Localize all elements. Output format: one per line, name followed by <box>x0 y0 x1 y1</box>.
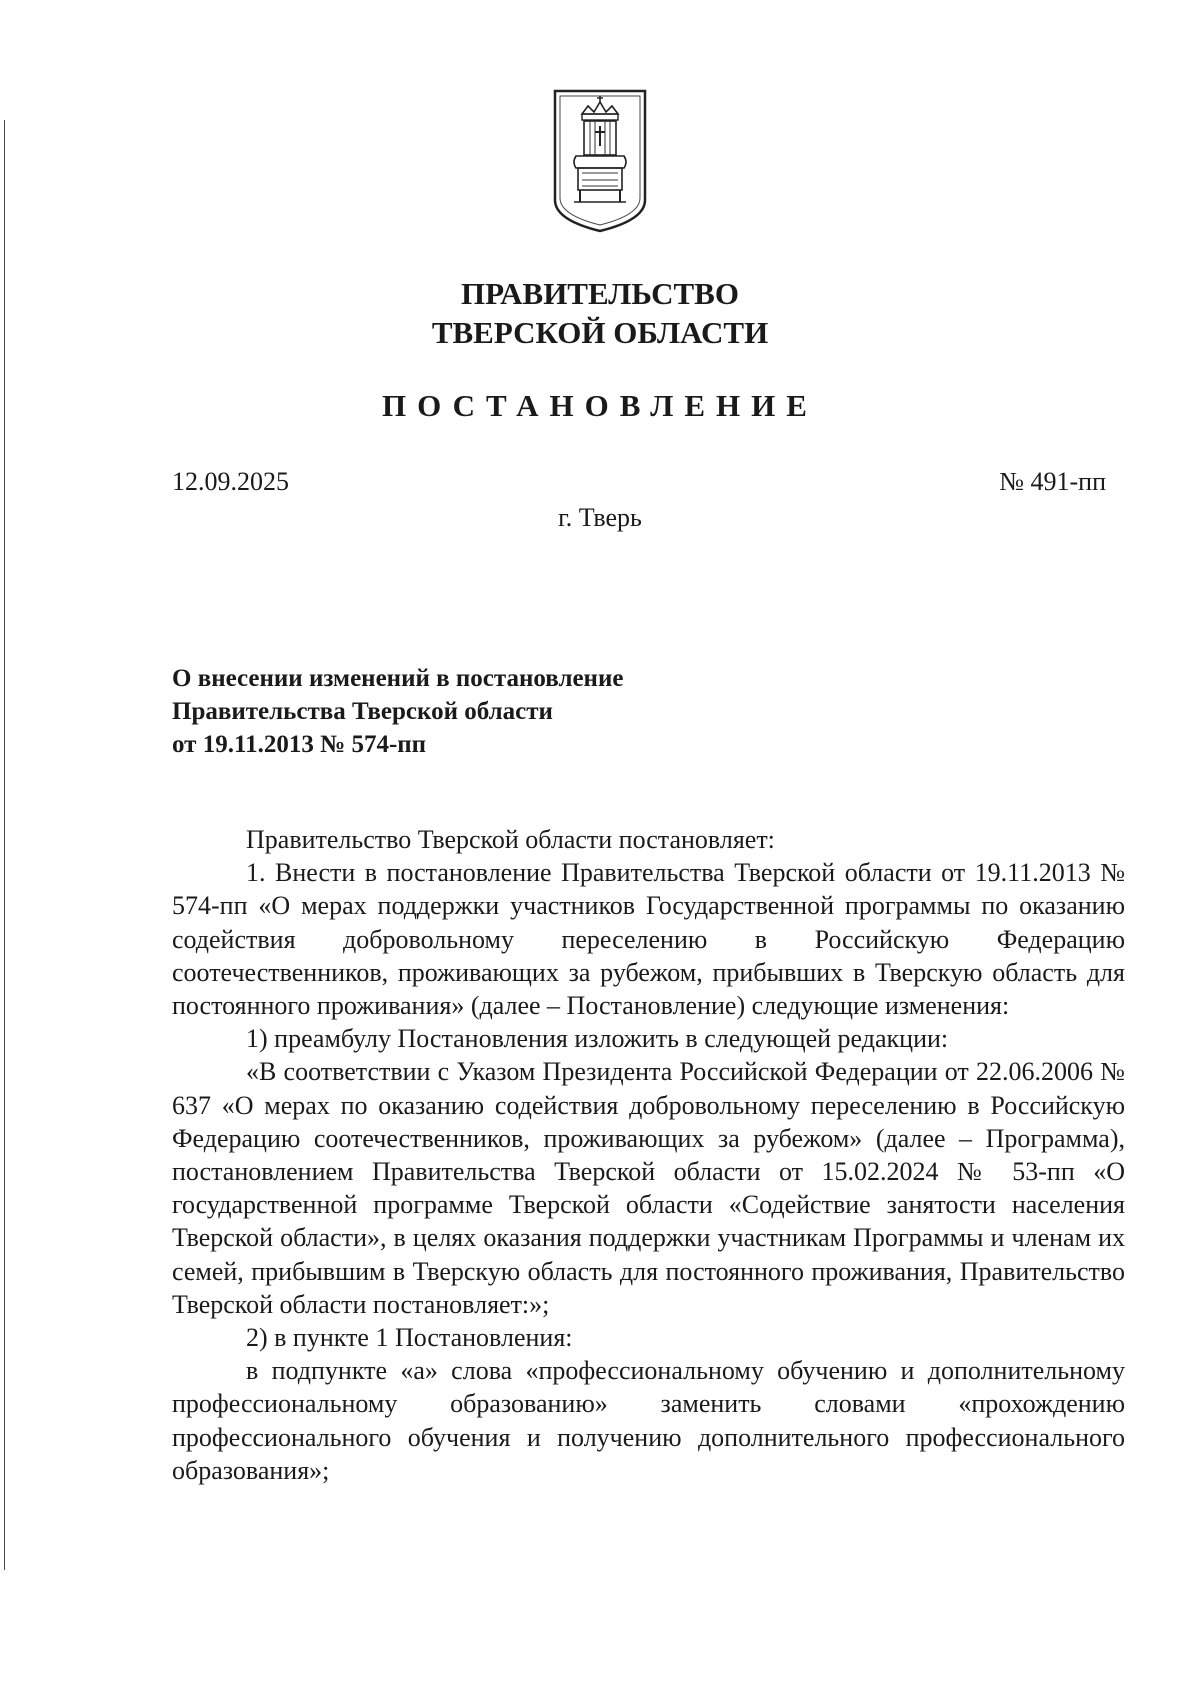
body-paragraph: 1. Внести в постановление Правительства Тверской области от 19.11.2013 № 574-пп «О мерах поддержки участников Государственной программы по оказанию содействия добровольному переселению в Российскую Федерацию соотечественников, проживающих за рубежом, прибывших в Тверскую область для постоянного проживания» (далее – Постановление) следующие изменения: <box>172 858 1125 1021</box>
body-paragraph: Правительство Тверской области постановляет: <box>246 825 775 854</box>
body-paragraph: «В соответствии с Указом Президента Российской Федерации от 22.06.2006 № 637 «О мерах по оказанию содействия добровольному переселению в Российскую Федерацию соотечественников, проживающих за рубежом» (далее – Программа), постановлением Правительства Тверской области от 15.02.2024 № 53-пп «О государственной программе Тверской области «Содействие занятости населения Тверской области», в целях оказания поддержки участникам Программы и членам их семей, прибывшим в Тверскую область для постоянного проживания, Правительство Тверской области постановляет:»; <box>172 1057 1125 1319</box>
subject-line1: О внесении изменений в постановление <box>172 665 624 692</box>
subject-line3: от 19.11.2013 № 574-пп <box>172 731 427 758</box>
tver-coat-of-arms-icon <box>552 88 648 234</box>
subject-line2: Правительства Тверской области <box>172 698 553 725</box>
body-paragraph: 2) в пункте 1 Постановления: <box>246 1323 573 1353</box>
document-body <box>172 823 1125 1487</box>
document-subject <box>172 662 623 761</box>
document-city: г. Тверь <box>558 503 642 532</box>
government-title-line2: ТВЕРСКОЙ ОБЛАСТИ <box>431 315 769 350</box>
document-date: 12.09.2025 <box>172 467 289 496</box>
document-type: ПОСТАНОВЛЕНИЕ <box>382 388 818 423</box>
body-paragraph: 1) преамбулу Постановления изложить в следующей редакции: <box>246 1024 949 1054</box>
government-title-line1: ПРАВИТЕЛЬСТВО <box>461 276 739 311</box>
body-paragraph: в подпункте «а» слова «профессиональному обучению и дополнительному профессиональному образованию» заменить словами «прохождению профессионального обучения и получению дополнительного профессионального образования»; <box>172 1356 1125 1485</box>
document-number: № 491-пп <box>999 467 1106 496</box>
